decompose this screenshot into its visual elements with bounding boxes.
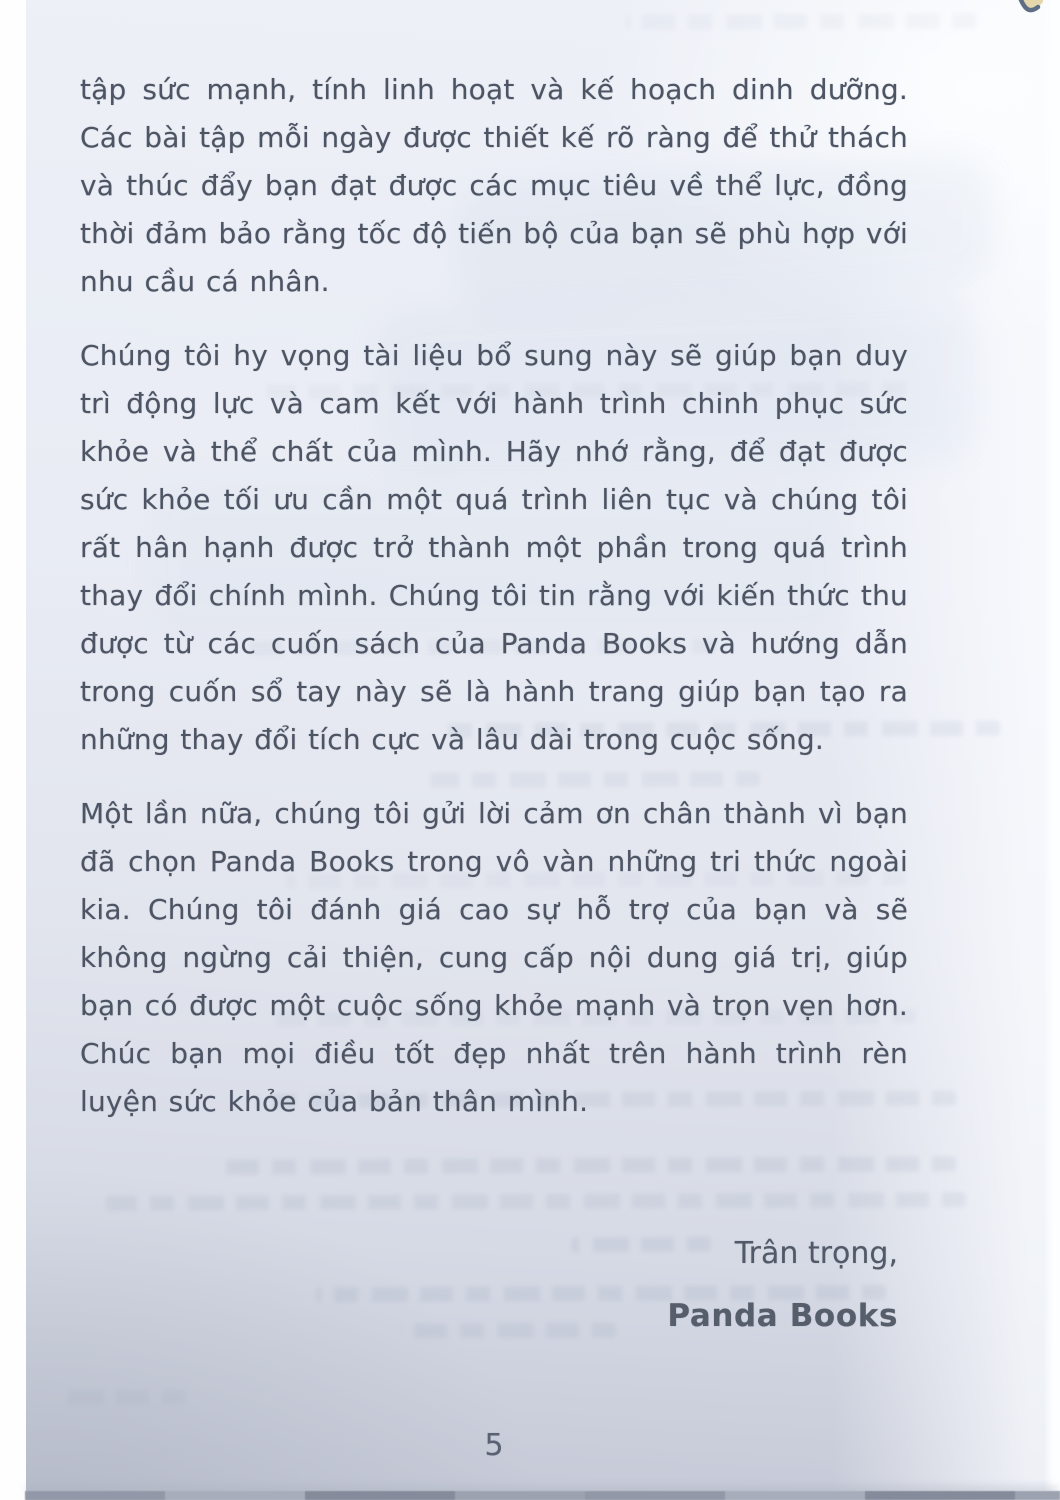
scan-edge-right <box>1045 0 1060 1491</box>
corner-logo-icon <box>1017 0 1047 19</box>
closing-salutation: Trân trọng, <box>734 1236 898 1271</box>
page-body-text <box>80 0 908 1463</box>
paper-background <box>26 0 1060 1500</box>
paragraph-1: tập sức mạnh, tính linh hoạt và kế hoạch dinh dưỡng. Các bài tập mỗi ngày được thiết kế rõ ràng để thử thách và thúc đẩy bạn đạt được các mục tiêu về thể lực, đồng thời đảm bảo rằng tốc độ tiến bộ của bạn sẽ phù hợp với nhu cầu cá nhân. <box>80 73 908 298</box>
publisher-signature: Panda Books <box>667 1298 898 1334</box>
closing-block <box>80 1230 908 1334</box>
paragraph-2: Chúng tôi hy vọng tài liệu bổ sung này sẽ giúp bạn duy trì động lực và cam kết với hành trình chinh phục sức khỏe và thể chất của mình. Hãy nhớ rằng, để đạt được sức khỏe tối ưu cần một quá trình liên tục và chúng tôi rất hân hạnh được trở thành một phần trong quá trình thay đổi chính mình. Chúng tôi tin rằng với kiến thức thu được từ các cuốn sách của Panda Books và hướng dẫn trong cuốn sổ tay này sẽ là hành trang giúp bạn tạo ra những thay đổi tích cực và lâu dài trong cuộc sống. <box>80 339 908 756</box>
page-number: 5 <box>484 1428 504 1463</box>
bottom-scan-shadow <box>25 1491 1060 1500</box>
paragraph-3: Một lần nữa, chúng tôi gửi lời cảm ơn chân thành vì bạn đã chọn Panda Books trong vô vàn những tri thức ngoài kia. Chúng tôi đánh giá cao sự hỗ trợ của bạn và sẽ không ngừng cải thiện, cung cấp nội dung giá trị, giúp bạn có được một cuộc sống khỏe mạnh và trọn vẹn hơn. Chúc bạn mọi điều tốt đẹp nhất trên hành trình rèn luyện sức khỏe của bản thân mình. <box>80 797 908 1118</box>
scan-edge-left <box>0 0 26 1500</box>
